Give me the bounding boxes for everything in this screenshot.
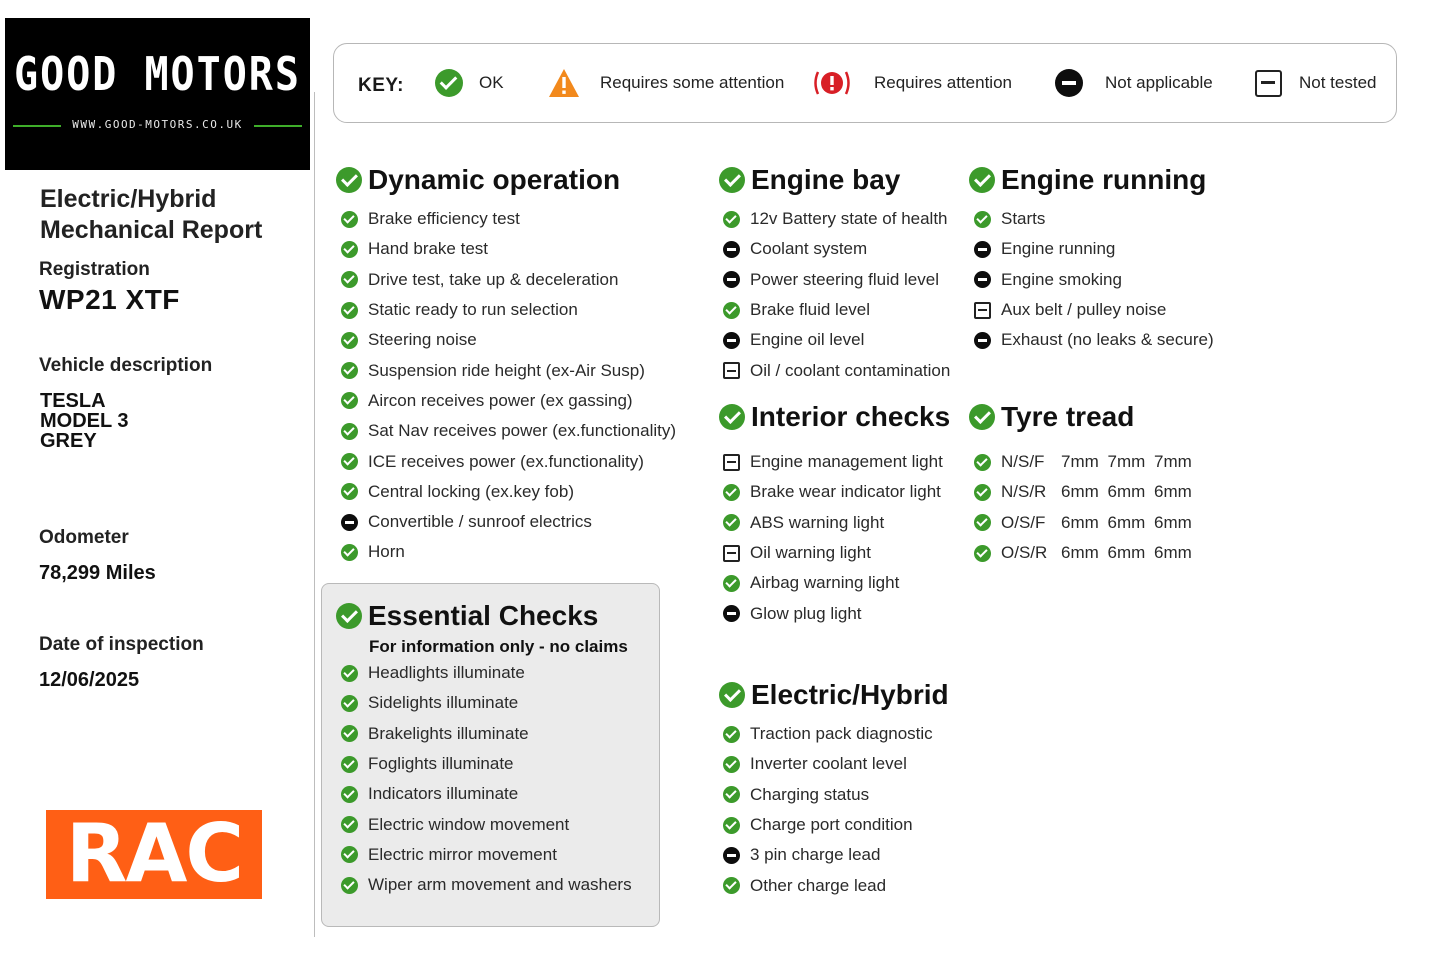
key-ok [435,65,504,101]
check-item-label: Oil warning light [750,543,871,563]
check-circle-icon [341,786,358,803]
minus-circle-icon [723,605,740,622]
check-circle-icon [341,725,358,742]
vehicle-colour: GREY [40,430,97,452]
check-item [723,780,933,810]
check-item-label: Wiper arm movement and washers [368,875,632,895]
interior-checks-title: Interior checks [751,401,951,432]
check-item-label: Brake fluid level [750,300,871,320]
check-item-label: Aircon receives power (ex gassing) [368,390,633,410]
check-item [723,870,933,900]
tyre-row [974,447,1192,477]
check-item-label: Indicators illuminate [368,784,519,804]
check-item [341,779,632,809]
essential-checks-list [341,658,632,900]
report-title [40,184,262,246]
essential-checks-note: For information only - no claims [369,637,628,656]
check-item-label: Engine management light [750,452,943,472]
check-item-label: Brake wear indicator light [750,482,941,502]
minus-circle-icon [974,271,991,288]
check-item [341,719,632,749]
check-item-label: Inverter coolant level [750,754,907,774]
minus-square-icon [1255,70,1282,97]
key-not-tested [1255,65,1377,101]
check-item [723,477,943,507]
interior-checks-header [719,401,950,433]
warning-triangle-icon [548,68,580,98]
check-item [341,325,676,355]
registration-label: Registration [39,259,150,280]
check-item [723,265,950,295]
check-item [723,810,933,840]
engine-running-title: Engine running [1001,164,1207,195]
check-item [974,265,1214,295]
minus-circle-icon [723,847,740,864]
check-circle-icon [341,816,358,833]
check-circle-icon [969,167,995,193]
check-item [341,204,676,234]
check-item-label: Sidelights illuminate [368,693,519,713]
tyre-tread-title: Tyre tread [1001,401,1135,432]
tyre-depths: 7mm 7mm 7mm [1061,452,1192,472]
check-item [341,477,676,507]
tyre-position: O/S/F [1001,512,1046,532]
check-item [341,840,632,870]
minus-circle-icon [723,241,740,258]
check-circle-icon [974,514,991,531]
check-item-label: Steering noise [368,330,477,350]
tyre-position: N/S/F [1001,452,1045,472]
minus-square-icon [974,302,991,319]
check-item-label: Exhaust (no leaks & secure) [1001,330,1214,350]
check-item-label: Brakelights illuminate [368,723,529,743]
check-item-label: Coolant system [750,239,868,259]
key-legend [333,43,1397,123]
check-item [341,265,676,295]
tyre-row [974,538,1192,568]
check-item [723,508,943,538]
check-item [341,386,676,416]
check-item-label: Foglights illuminate [368,754,514,774]
tyre-position: N/S/R [1001,482,1047,502]
minus-circle-icon [1055,69,1083,97]
engine-bay-header [719,164,900,196]
odometer-label: Odometer [39,527,129,548]
check-item-label: Aux belt / pulley noise [1001,300,1167,320]
check-item-label: Engine smoking [1001,269,1122,289]
check-item-label: ICE receives power (ex.functionality) [368,451,644,471]
vehicle-model: MODEL 3 [40,410,129,432]
logo-title: GOOD MOTORS [14,48,301,102]
interior-checks-list [723,447,943,629]
electric-hybrid-title: Electric/Hybrid [751,679,949,710]
dynamic-operation-list [341,204,676,568]
inspection-date-value: 12/06/2025 [39,669,140,691]
logo-line-right [254,125,302,127]
key-not-applicable [1055,65,1213,101]
check-circle-icon [723,817,740,834]
check-item [723,719,933,749]
key-some-attention-text: Requires some attention [600,73,785,92]
check-circle-icon [723,786,740,803]
check-item [974,295,1214,325]
key-attention-text: Requires attention [874,73,1012,92]
check-circle-icon [974,545,991,562]
key-some-attention [548,65,784,101]
check-item-label: Power steering fluid level [750,269,939,289]
check-item-label: Starts [1001,209,1046,229]
vehicle-description [40,391,129,451]
vertical-divider [314,92,315,937]
check-item [341,507,676,537]
alert-circle-icon [812,68,852,98]
good-motors-logo [5,18,310,170]
key-ok-text: OK [479,73,504,92]
check-item [723,325,950,355]
check-item [974,234,1214,264]
report-title-line2: Mechanical Report [40,216,263,244]
minus-circle-icon [974,241,991,258]
key-not-tested-text: Not tested [1299,73,1377,92]
check-item-label: Electric mirror movement [368,844,557,864]
check-circle-icon [719,682,745,708]
check-item [723,538,943,568]
check-circle-icon [969,404,995,430]
logo-url: WWW.GOOD-MOTORS.CO.UK [72,118,243,131]
check-item-label: Oil / coolant contamination [750,360,951,380]
tyre-row [974,508,1192,538]
dynamic-operation-title: Dynamic operation [368,164,621,195]
check-circle-icon [723,756,740,773]
inspection-date-label: Date of inspection [39,634,204,655]
check-item [974,325,1214,355]
check-circle-icon [974,211,991,228]
odometer-value: 78,299 Miles [39,562,156,584]
vehicle-description-label: Vehicle description [39,355,213,376]
check-circle-icon [341,846,358,863]
check-circle-icon [723,877,740,894]
check-item-label: Charging status [750,784,870,804]
key-not-applicable-text: Not applicable [1105,73,1213,92]
check-item [723,234,950,264]
key-attention [812,65,1012,101]
tyre-tread-list [974,447,1192,568]
tyre-depths: 6mm 6mm 6mm [1061,543,1192,563]
check-item-label: Convertible / sunroof electrics [368,512,592,532]
check-item [974,204,1214,234]
check-item-label: Engine running [1001,239,1116,259]
engine-bay-title: Engine bay [751,164,901,195]
essential-checks-header [336,600,598,632]
engine-bay-list [723,204,950,386]
check-item [723,598,943,628]
check-item [341,355,676,385]
check-item [341,688,632,718]
check-item-label: Charge port condition [750,815,913,835]
check-item-label: Central locking (ex.key fob) [368,481,574,501]
check-circle-icon [723,726,740,743]
check-item [341,446,676,476]
check-item [341,870,632,900]
check-circle-icon [974,484,991,501]
check-circle-icon [341,211,358,228]
electric-hybrid-list [723,719,933,901]
check-item-label: Glow plug light [750,603,862,623]
vehicle-make: TESLA [40,390,106,412]
check-circle-icon [341,392,358,409]
check-item-label: Headlights illuminate [368,663,525,683]
minus-circle-icon [723,271,740,288]
check-circle-icon [723,514,740,531]
check-circle-icon [336,167,362,193]
electric-hybrid-header [719,679,949,711]
tyre-row [974,477,1192,507]
check-item [341,749,632,779]
check-circle-icon [974,454,991,471]
check-item-label: Brake efficiency test [368,209,520,229]
check-item-label: 3 pin charge lead [750,845,881,865]
check-circle-icon [341,453,358,470]
check-circle-icon [341,362,358,379]
check-circle-icon [723,211,740,228]
check-circle-icon [341,241,358,258]
essential-checks-title: Essential Checks [368,600,599,631]
check-circle-icon [723,484,740,501]
check-circle-icon [341,483,358,500]
minus-square-icon [723,545,740,562]
engine-running-header [969,164,1206,196]
tyre-tread-header [969,401,1134,433]
registration-value: WP21 XTF [39,284,180,315]
tyre-depths: 6mm 6mm 6mm [1061,482,1192,502]
tyre-depths: 6mm 6mm 6mm [1061,512,1192,532]
check-circle-icon [723,575,740,592]
check-circle-icon [719,404,745,430]
check-item [723,568,943,598]
check-item [723,840,933,870]
check-item-label: ABS warning light [750,512,885,532]
minus-circle-icon [974,332,991,349]
check-circle-icon [341,332,358,349]
check-circle-icon [341,877,358,894]
check-circle-icon [341,271,358,288]
check-item [723,749,933,779]
check-circle-icon [341,695,358,712]
check-circle-icon [719,167,745,193]
report-title-line1: Electric/Hybrid [40,185,217,213]
check-item [341,416,676,446]
check-circle-icon [723,302,740,319]
check-circle-icon [341,544,358,561]
key-label: KEY: [358,75,404,96]
tyre-position: O/S/R [1001,543,1048,563]
minus-circle-icon [341,514,358,531]
check-item-label: Static ready to run selection [368,300,578,320]
check-item [341,658,632,688]
check-item-label: Airbag warning light [750,573,900,593]
check-item [341,295,676,325]
check-item [723,295,950,325]
check-item-label: Drive test, take up & deceleration [368,269,619,289]
rac-logo [46,807,262,900]
check-item [723,355,950,385]
check-item-label: Electric window movement [368,814,570,834]
check-item-label: Traction pack diagnostic [750,724,933,744]
check-item-label: Sat Nav receives power (ex.functionality) [368,421,677,441]
check-item-label: Hand brake test [368,239,489,259]
check-item [341,537,676,567]
check-item [341,809,632,839]
check-item-label: Suspension ride height (ex-Air Susp) [368,360,645,380]
check-circle-icon [341,665,358,682]
check-circle-icon [336,603,362,629]
logo-line-left [13,125,61,127]
check-item [723,204,950,234]
check-item-label: Horn [368,542,405,562]
check-item-label: Other charge lead [750,875,887,895]
check-item [723,447,943,477]
check-item-label: Engine oil level [750,330,865,350]
check-circle-icon [341,423,358,440]
check-item-label: 12v Battery state of health [750,209,948,229]
minus-square-icon [723,362,740,379]
check-circle-icon [341,756,358,773]
check-circle-icon [435,69,463,97]
check-item [341,234,676,264]
minus-square-icon [723,454,740,471]
rac-logo-text: RAC [65,807,243,900]
minus-circle-icon [723,332,740,349]
dynamic-operation-header [336,164,620,196]
check-circle-icon [341,302,358,319]
engine-running-list [974,204,1214,355]
